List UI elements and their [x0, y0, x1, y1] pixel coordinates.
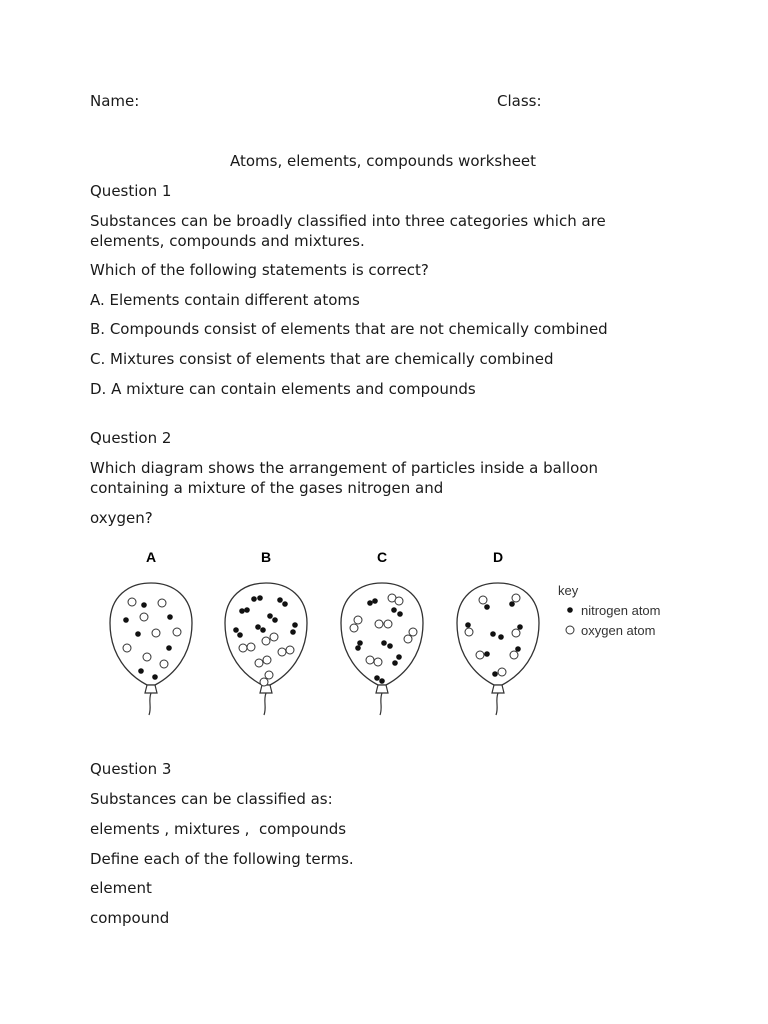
key-nitrogen-marker	[567, 607, 573, 613]
key-oxygen-label: oxygen atom	[581, 623, 656, 638]
question-1-option-d: D. A mixture can contain elements and compounds	[90, 380, 476, 398]
question-1-prompt: Which of the following statements is correct?	[90, 261, 429, 279]
question-3-heading: Question 3	[90, 760, 172, 778]
balloon-a-label: A	[145, 549, 157, 565]
class-label: Class:	[497, 92, 542, 110]
name-label: Name:	[90, 92, 140, 110]
question-1-option-b: B. Compounds consist of elements that are not chemically combined	[90, 320, 608, 338]
question-3-list: elements , mixtures , compounds	[90, 820, 347, 838]
balloon-c-label: C	[376, 549, 388, 565]
balloon-d-knot	[492, 685, 504, 693]
worksheet-title: Atoms, elements, compounds worksheet	[230, 152, 537, 170]
question-2-prompt-continued: oxygen?	[90, 509, 153, 527]
balloon-a-string	[149, 693, 151, 715]
balloon-b	[225, 549, 307, 715]
question-3-prompt: Define each of the following terms.	[90, 850, 354, 868]
term-compound: compound	[90, 909, 170, 927]
question-2-heading: Question 2	[90, 429, 172, 447]
key-title: key	[558, 583, 579, 598]
question-2-prompt: Which diagram shows the arrangement of particles inside a balloon containing a mixture of the gases nitrogen and	[90, 459, 599, 497]
balloon-d	[457, 549, 539, 715]
diagram-key	[558, 583, 661, 638]
key-nitrogen-label: nitrogen atom	[581, 603, 661, 618]
balloon-b-knot	[260, 685, 272, 693]
balloon-c-string	[380, 693, 382, 715]
key-oxygen-marker	[566, 626, 574, 634]
term-element: element	[90, 879, 152, 897]
question-1-option-c: C. Mixtures consist of elements that are chemically combined	[90, 350, 554, 368]
question-3-intro: Substances can be classified as:	[90, 790, 333, 808]
balloon-d-label: D	[492, 549, 504, 565]
balloon-c	[341, 549, 423, 715]
question-1-intro: Substances can be broadly classified into three categories which are elements, compounds and mixtures.	[90, 212, 606, 250]
question-1-option-a: A. Elements contain different atoms	[90, 291, 360, 309]
balloon-d-string	[496, 693, 498, 715]
balloon-a-knot	[145, 685, 157, 693]
balloon-b-label: B	[260, 549, 272, 565]
question-1-heading: Question 1	[90, 182, 172, 200]
balloon-c-knot	[376, 685, 388, 693]
balloon-a	[110, 549, 192, 715]
balloon-b-string	[264, 693, 266, 715]
balloon-diagram	[100, 545, 680, 720]
